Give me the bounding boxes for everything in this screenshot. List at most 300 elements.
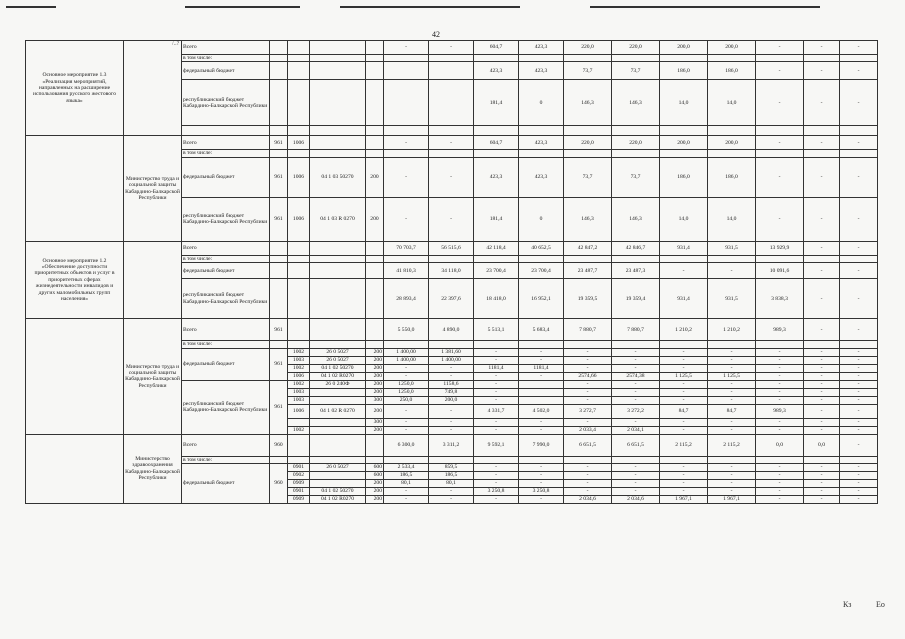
value-cell: 3 250,8 (519, 488, 564, 496)
value-cell: - (429, 372, 474, 380)
empty-cell (366, 126, 384, 136)
empty-cell (310, 41, 366, 55)
budget-label: федеральный бюджет (182, 464, 270, 504)
empty-cell (756, 341, 804, 348)
value-cell: 14,0 (708, 80, 756, 126)
value-cell: - (474, 396, 519, 404)
empty-cell (288, 263, 310, 279)
value-cell: 28 893,4 (384, 279, 429, 319)
grbs-code: 960 (270, 434, 288, 456)
empty-cell (564, 255, 612, 262)
rz-code: 1003 (288, 388, 310, 396)
empty-cell (429, 55, 474, 62)
value-cell: - (840, 348, 878, 356)
empty-cell (519, 456, 564, 463)
rz-code: 1006 (288, 197, 310, 241)
value-cell: 1 400,00 (384, 348, 429, 356)
value-cell: - (804, 488, 840, 496)
empty-cell (366, 319, 384, 341)
value-cell: - (519, 472, 564, 480)
empty-cell (288, 341, 310, 348)
budget-label: в том числе: (182, 456, 270, 463)
value-cell: - (840, 136, 878, 150)
csr-code: 26 0 240Ф (310, 380, 366, 388)
value-cell: 931,4 (660, 279, 708, 319)
empty-cell (474, 456, 519, 463)
empty-cell (288, 255, 310, 262)
empty-cell (270, 341, 288, 348)
value-cell: 14,0 (660, 197, 708, 241)
csr-code: 26 0 5027 (310, 356, 366, 364)
value-cell: - (519, 464, 564, 472)
value-cell: - (660, 418, 708, 426)
empty-cell (519, 341, 564, 348)
rz-code (288, 418, 310, 426)
value-cell: 604,7 (474, 136, 519, 150)
value-cell: - (804, 136, 840, 150)
value-cell: - (804, 404, 840, 418)
value-cell: - (660, 364, 708, 372)
empty-cell (288, 434, 310, 456)
value-cell: - (519, 496, 564, 504)
empty-cell (288, 456, 310, 463)
csr-code (310, 480, 366, 488)
value-cell: 2 533,4 (384, 464, 429, 472)
value-cell: 0 (519, 197, 564, 241)
value-cell: 23 700,4 (519, 263, 564, 279)
rz-code: 0909 (288, 480, 310, 488)
value-cell: - (564, 464, 612, 472)
value-cell (519, 380, 564, 388)
value-cell: 186,0 (660, 157, 708, 197)
value-cell: - (429, 496, 474, 504)
empty-cell (26, 319, 124, 434)
value-cell: 84,7 (708, 404, 756, 418)
value-cell: - (756, 380, 804, 388)
value-cell: - (840, 263, 878, 279)
value-cell: - (384, 197, 429, 241)
empty-cell (804, 255, 840, 262)
empty-cell (366, 80, 384, 126)
empty-cell (366, 341, 384, 348)
rz-code: 0902 (288, 472, 310, 480)
value-cell: 1 210,2 (660, 319, 708, 341)
value-cell: - (708, 348, 756, 356)
empty-cell (384, 55, 429, 62)
value-cell: - (708, 364, 756, 372)
empty-cell (124, 41, 182, 136)
empty-cell (310, 80, 366, 126)
value-cell: - (612, 348, 660, 356)
value-cell: - (429, 488, 474, 496)
budget-label: федеральный бюджет (182, 62, 270, 80)
vr-code: 200 (366, 364, 384, 372)
value-cell (519, 388, 564, 396)
empty-cell (288, 41, 310, 55)
value-cell: - (840, 80, 878, 126)
empty-cell (519, 255, 564, 262)
empty-cell (756, 456, 804, 463)
empty-cell (384, 456, 429, 463)
value-cell: - (756, 472, 804, 480)
value-cell: 250,0 (384, 396, 429, 404)
empty-cell (519, 126, 564, 136)
value-cell: - (840, 496, 878, 504)
value-cell: 1250,0 (384, 380, 429, 388)
budget-label: в том числе: (182, 150, 270, 157)
value-cell (519, 396, 564, 404)
value-cell: - (840, 62, 878, 80)
value-cell (429, 80, 474, 126)
value-cell: - (804, 356, 840, 364)
value-cell: 2 115,2 (660, 434, 708, 456)
vr-code: 200 (366, 157, 384, 197)
value-cell: 0,0 (756, 434, 804, 456)
value-cell: 73,7 (612, 157, 660, 197)
value-cell: - (804, 348, 840, 356)
value-cell: - (429, 418, 474, 426)
value-cell: - (612, 418, 660, 426)
empty-cell (310, 434, 366, 456)
value-cell: - (564, 356, 612, 364)
value-cell: 56 515,6 (429, 241, 474, 255)
csr-code: 04 1 02 50270 (310, 488, 366, 496)
grbs-code: 961 (270, 197, 288, 241)
budget-label: Всего (182, 434, 270, 456)
value-cell (384, 80, 429, 126)
value-cell: - (612, 364, 660, 372)
value-cell: 0 (519, 80, 564, 126)
empty-cell (840, 150, 878, 157)
value-cell: - (840, 418, 878, 426)
value-cell: 1181,4 (474, 364, 519, 372)
budget-label: республиканский бюджет Кабардино-Балкарской Республики (182, 279, 270, 319)
value-cell: - (804, 263, 840, 279)
empty-cell (519, 150, 564, 157)
value-cell: 80,1 (429, 480, 474, 488)
empty-cell (270, 241, 288, 255)
budget-label: Всего (182, 41, 270, 55)
empty-cell (612, 341, 660, 348)
value-cell: - (804, 472, 840, 480)
rz-code: 0901 (288, 464, 310, 472)
budget-label: федеральный бюджет (182, 263, 270, 279)
value-cell: - (564, 348, 612, 356)
value-cell: 73,7 (612, 62, 660, 80)
ministry-name: Министерство труда и социальной защиты Кабардино-Балкарской Республики (124, 136, 182, 241)
vr-code: 200 (366, 480, 384, 488)
vr-code: 300 (366, 396, 384, 404)
value-cell: - (840, 356, 878, 364)
value-cell: 7 880,7 (564, 319, 612, 341)
empty-cell (660, 341, 708, 348)
value-cell: 1 967,1 (660, 496, 708, 504)
value-cell: - (756, 496, 804, 504)
empty-cell (124, 241, 182, 318)
vr-code: 200 (366, 426, 384, 434)
budget-label: республиканский бюджет Кабардино-Балкарской Республики (182, 380, 270, 434)
value-cell: 423,3 (519, 157, 564, 197)
value-cell: - (708, 472, 756, 480)
value-cell: - (384, 364, 429, 372)
csr-code (310, 396, 366, 404)
empty-cell (612, 55, 660, 62)
table-body (26, 41, 878, 504)
table-row (26, 136, 878, 150)
footer-mark-right: Ео (876, 600, 885, 609)
empty-cell (310, 62, 366, 80)
empty-cell (660, 55, 708, 62)
value-cell: - (804, 396, 840, 404)
value-cell: 1250,0 (384, 388, 429, 396)
value-cell: 186,0 (708, 62, 756, 80)
csr-code (310, 472, 366, 480)
value-cell: 186,0 (660, 62, 708, 80)
value-cell: - (840, 472, 878, 480)
value-cell: 6 300,0 (384, 434, 429, 456)
value-cell: - (564, 388, 612, 396)
empty-cell (366, 150, 384, 157)
value-cell: 604,7 (474, 41, 519, 55)
empty-cell (270, 80, 288, 126)
header-rule (185, 6, 300, 8)
empty-cell (756, 150, 804, 157)
empty-cell (804, 456, 840, 463)
value-cell: - (756, 136, 804, 150)
empty-cell (804, 55, 840, 62)
budget-label: федеральный бюджет (182, 348, 270, 380)
value-cell: 2 033,4 (564, 426, 612, 434)
value-cell (384, 62, 429, 80)
value-cell: - (708, 426, 756, 434)
value-cell: - (612, 356, 660, 364)
value-cell: - (708, 263, 756, 279)
value-cell: - (660, 388, 708, 396)
value-cell: - (804, 279, 840, 319)
value-cell: 749,8 (429, 388, 474, 396)
budget-label: в том числе: (182, 55, 270, 62)
empty-cell (474, 341, 519, 348)
empty-cell (288, 319, 310, 341)
value-cell: - (474, 480, 519, 488)
csr-code: 04 1 02 R 0270 (310, 404, 366, 418)
value-cell: 41 810,3 (384, 263, 429, 279)
vr-code: 200 (366, 388, 384, 396)
value-cell: 146,3 (612, 80, 660, 126)
value-cell: 73,7 (564, 62, 612, 80)
empty-cell (270, 255, 288, 262)
value-cell: 146,3 (612, 197, 660, 241)
empty-cell (708, 126, 756, 136)
value-cell: - (429, 41, 474, 55)
grbs-code: 961 (270, 348, 288, 380)
empty-cell (26, 136, 124, 241)
value-cell: - (708, 396, 756, 404)
rz-code: 1003 (288, 396, 310, 404)
vr-code: 600 (366, 472, 384, 480)
value-cell: 2 034,6 (564, 496, 612, 504)
value-cell: - (804, 496, 840, 504)
value-cell: - (474, 356, 519, 364)
empty-cell (270, 41, 288, 55)
value-cell: - (384, 372, 429, 380)
value-cell: 0,0 (804, 434, 840, 456)
value-cell: - (474, 348, 519, 356)
empty-cell (474, 55, 519, 62)
rz-code: 1002 (288, 426, 310, 434)
value-cell: 1 400,00 (384, 356, 429, 364)
grbs-code: 961 (270, 136, 288, 150)
rz-code: 1003 (288, 356, 310, 364)
value-cell: 42 847,2 (564, 241, 612, 255)
value-cell: - (519, 426, 564, 434)
csr-code (310, 426, 366, 434)
empty-cell (564, 150, 612, 157)
value-cell: 931,4 (660, 241, 708, 255)
empty-cell (366, 55, 384, 62)
header-rule (6, 6, 56, 8)
value-cell: 40 652,5 (519, 241, 564, 255)
value-cell: 4 331,7 (474, 404, 519, 418)
value-cell: 220,0 (612, 136, 660, 150)
empty-cell (384, 150, 429, 157)
empty-cell (270, 263, 288, 279)
budget-label: Всего (182, 319, 270, 341)
empty-cell (366, 263, 384, 279)
value-cell: 1181,4 (519, 364, 564, 372)
rz-code: 1006 (288, 157, 310, 197)
value-cell: - (756, 348, 804, 356)
empty-cell (564, 126, 612, 136)
value-cell: - (804, 80, 840, 126)
empty-cell (612, 150, 660, 157)
budget-label: республиканский бюджет Кабардино-Балкарской Республики (182, 197, 270, 241)
value-cell: - (384, 426, 429, 434)
value-cell: - (474, 496, 519, 504)
value-cell: - (660, 426, 708, 434)
value-cell: 181,4 (474, 80, 519, 126)
value-cell: 23 487,7 (564, 263, 612, 279)
empty-cell (756, 126, 804, 136)
value-cell: - (756, 396, 804, 404)
table-row (26, 434, 878, 456)
empty-cell (310, 319, 366, 341)
value-cell: 4 502,0 (519, 404, 564, 418)
empty-cell (366, 456, 384, 463)
value-cell: 1158,6 (429, 380, 474, 388)
empty-cell (310, 263, 366, 279)
empty-cell (288, 62, 310, 80)
value-cell: 2574,66 (564, 372, 612, 380)
value-cell: 186,0 (708, 157, 756, 197)
empty-cell (288, 80, 310, 126)
empty-cell (708, 255, 756, 262)
value-cell: 10 091,6 (756, 263, 804, 279)
value-cell: - (384, 157, 429, 197)
empty-cell (804, 126, 840, 136)
empty-cell (612, 255, 660, 262)
value-cell: 200,0 (429, 396, 474, 404)
empty-cell (612, 126, 660, 136)
value-cell: 220,0 (564, 41, 612, 55)
value-cell: - (612, 480, 660, 488)
empty-cell (564, 456, 612, 463)
value-cell: - (612, 488, 660, 496)
budget-table (25, 40, 878, 504)
empty-cell (756, 255, 804, 262)
value-cell: - (429, 426, 474, 434)
value-cell: - (840, 464, 878, 472)
value-cell: - (756, 62, 804, 80)
value-cell: 200,0 (660, 41, 708, 55)
value-cell: - (840, 380, 878, 388)
ministry-name: Министерство труда и социальной защиты Кабардино-Балкарской Республики (124, 319, 182, 434)
value-cell: 1 125,5 (660, 372, 708, 380)
grbs-code: 961 (270, 157, 288, 197)
value-cell: 423,3 (519, 41, 564, 55)
empty-cell (310, 150, 366, 157)
empty-cell (310, 55, 366, 62)
value-cell: 3 838,3 (756, 279, 804, 319)
value-cell: - (429, 136, 474, 150)
csr-code: 04 1 03 50270 (310, 157, 366, 197)
vr-code: 600 (366, 464, 384, 472)
empty-cell (288, 241, 310, 255)
value-cell: - (804, 62, 840, 80)
event-title: Основное мероприятие 1.3 «Реализация мероприятий, направленных на расширение использования русского жестового языка» (26, 41, 124, 136)
value-cell: 2 034,1 (612, 426, 660, 434)
value-cell: 42 846,7 (612, 241, 660, 255)
ministry-name: Министерство здравоохранения Кабардино-Балкарской Республики (124, 434, 182, 503)
vr-code: 200 (366, 348, 384, 356)
value-cell: - (660, 488, 708, 496)
csr-code: 04 1 03 R 0270 (310, 197, 366, 241)
empty-cell (270, 456, 288, 463)
empty-cell (708, 456, 756, 463)
value-cell: 3 272,7 (564, 404, 612, 418)
value-cell: 5 683,4 (519, 319, 564, 341)
value-cell: - (384, 41, 429, 55)
value-cell: - (804, 372, 840, 380)
value-cell: 73,7 (564, 157, 612, 197)
value-cell: - (429, 364, 474, 372)
value-cell: - (612, 464, 660, 472)
empty-cell (270, 279, 288, 319)
value-cell: - (840, 41, 878, 55)
vr-code: 200 (366, 380, 384, 388)
value-cell: - (804, 464, 840, 472)
empty-cell (840, 341, 878, 348)
value-cell: - (708, 480, 756, 488)
value-cell: 6 651,5 (564, 434, 612, 456)
value-cell: - (612, 396, 660, 404)
budget-label: Всего (182, 136, 270, 150)
empty-cell (660, 126, 708, 136)
value-cell: - (840, 488, 878, 496)
empty-cell (660, 255, 708, 262)
value-cell: 13 929,9 (756, 241, 804, 255)
empty-cell (270, 55, 288, 62)
empty-cell (310, 456, 366, 463)
value-cell: 423,3 (474, 62, 519, 80)
value-cell: 18 418,0 (474, 279, 519, 319)
empty-cell (804, 150, 840, 157)
value-cell: - (660, 348, 708, 356)
value-cell: - (708, 464, 756, 472)
empty-cell (474, 255, 519, 262)
rz-code: 1006 (288, 372, 310, 380)
value-cell: - (564, 396, 612, 404)
